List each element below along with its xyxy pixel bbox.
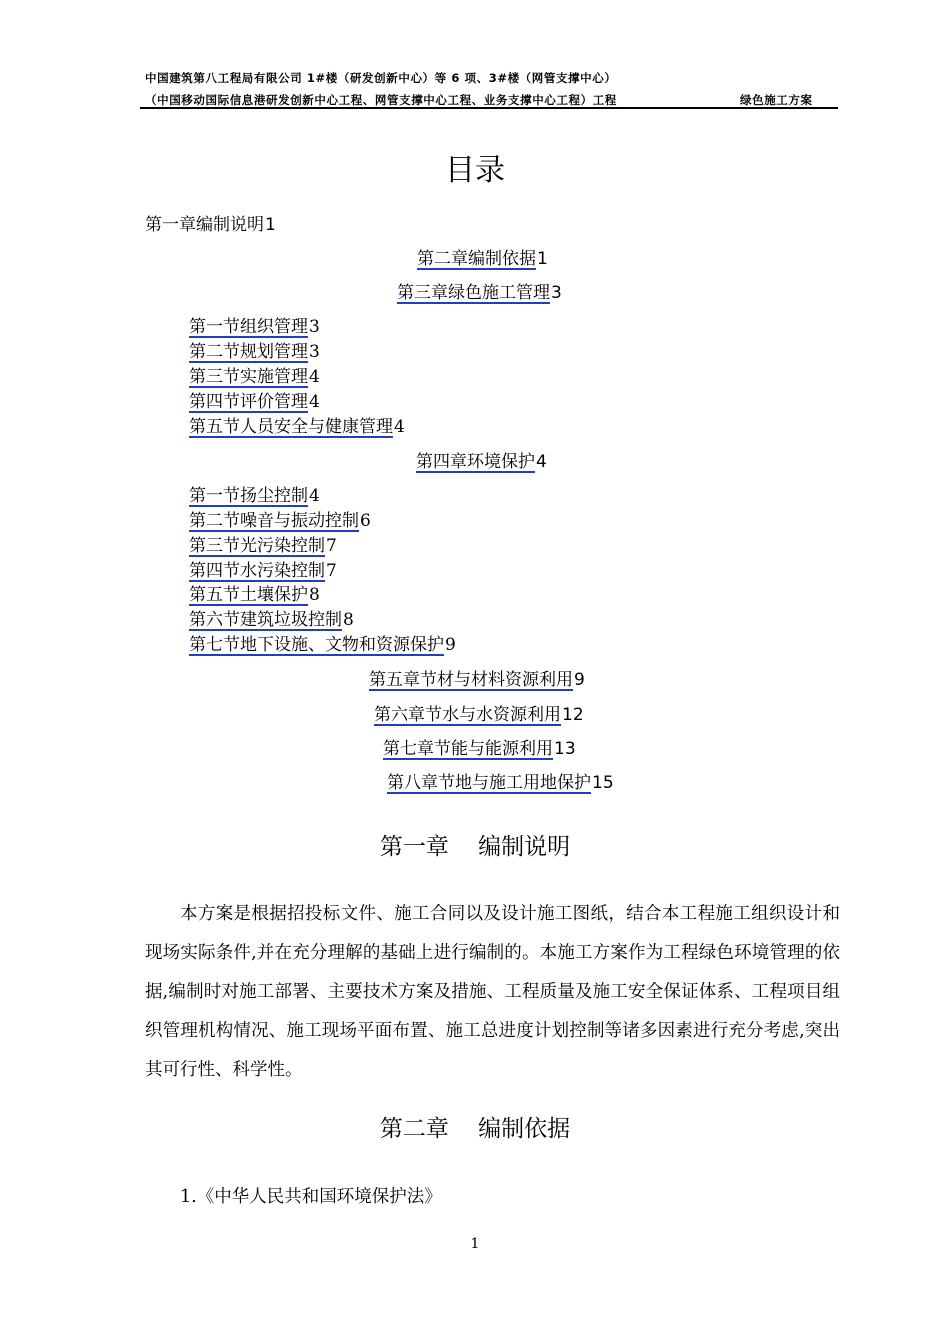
toc-entry-page: 9 [574,670,585,690]
toc-entry[interactable] [189,342,320,362]
toc-entry-page: 7 [326,561,337,581]
toc-entry-page: 1 [537,249,548,269]
toc-entry[interactable] [145,215,276,235]
toc-entry-label: 第三节实施管理 [189,367,308,387]
reference-list-item: 1.《中华人民共和国环境保护法》 [180,1187,442,1207]
toc-entry-label: 第三章绿色施工管理 [397,283,550,303]
toc-entry[interactable] [417,249,548,269]
toc-entry-label: 第一节组织管理 [189,317,308,337]
toc-entry-label: 第四章环境保护 [416,452,535,472]
toc-entry-page: 4 [309,367,320,387]
toc-entry[interactable] [189,536,337,556]
toc-entry-page: 1 [265,215,276,235]
toc-entry-label: 第七章节能与能源利用 [383,739,553,759]
toc-entry-label: 第二章编制依据 [417,249,536,269]
toc-entry[interactable] [387,773,614,793]
toc-entry[interactable] [189,610,354,630]
toc-entry[interactable] [189,392,320,412]
toc-entry[interactable] [369,670,585,690]
toc-entry[interactable] [189,486,320,506]
toc-entry-page: 4 [536,452,547,472]
toc-entry[interactable] [374,705,584,725]
toc-entry[interactable] [189,317,320,337]
toc-entry-page: 3 [309,317,320,337]
running-header-doc-type: 绿色施工方案 [740,93,813,107]
toc-entry[interactable] [383,739,576,759]
running-header-line2: （中国移动国际信息港研发创新中心工程、网管支撑中心工程、业务支撑中心工程）工程 [145,93,617,107]
toc-entry-label: 第六章节水与水资源利用 [374,705,561,725]
toc-title: 目录 [445,153,505,188]
body-paragraph: 本方案是根据招投标文件、施工合同以及设计施工图纸，结合本工程施工组织设计和现场实际条件,并在充分理解的基础上进行编制的。本施工方案作为工程绿色环境管理的依据,编制时对施工部署、主要技术方案及措施、工程质量及施工安全保证体系、工程项目组织管理机构情况、施工现场平面布置、施工总进度计划控制等诸多因素进行充分考虑,突出其可行性、科学性。 [145,904,840,1080]
toc-entry-page: 8 [343,610,354,630]
toc-entry[interactable] [189,561,337,581]
toc-entry-page: 12 [562,705,584,725]
toc-entry-label: 第四节水污染控制 [189,561,325,581]
toc-entry-label: 第七节地下设施、文物和资源保护 [189,635,444,655]
toc-entry-page: 9 [445,635,456,655]
toc-entry-page: 8 [309,585,320,605]
chapter-heading: 第二章 编制依据 [379,1116,571,1142]
toc-entry-page: 7 [326,536,337,556]
toc-entry-page: 4 [394,417,405,437]
toc-entry-page: 3 [309,342,320,362]
toc-entry[interactable] [189,417,405,437]
toc-entry-page: 4 [309,486,320,506]
toc-entry-label: 第一节扬尘控制 [189,486,308,506]
toc-entry-label: 第三节光污染控制 [189,536,325,556]
toc-entry-label: 第二节规划管理 [189,342,308,362]
toc-entry-label: 第五节土壤保护 [189,585,308,605]
toc-entry-label: 第四节评价管理 [189,392,308,412]
toc-entry[interactable] [397,283,562,303]
toc-entry-label: 第六节建筑垃圾控制 [189,610,342,630]
toc-entry-label: 第二节噪音与振动控制 [189,511,359,531]
toc-entry-page: 3 [551,283,562,303]
toc-entry[interactable] [189,511,371,531]
toc-entry-label: 第八章节地与施工用地保护 [387,773,591,793]
header-divider [140,107,838,109]
chapter-heading: 第一章 编制说明 [379,834,571,860]
toc-entry[interactable] [189,585,320,605]
toc-entry-label: 第五节人员安全与健康管理 [189,417,393,437]
page-number: 1 [470,1236,480,1252]
toc-entry[interactable] [189,367,320,387]
toc-entry[interactable] [416,452,547,472]
toc-entry-label: 第一章编制说明 [145,215,264,235]
toc-entry-label: 第五章节材与材料资源利用 [369,670,573,690]
toc-entry[interactable] [189,635,456,655]
toc-entry-page: 4 [309,392,320,412]
toc-entry-page: 13 [554,739,576,759]
toc-entry-page: 6 [360,511,371,531]
running-header-line1: 中国建筑第八工程局有限公司 1#楼（研发创新中心）等 6 项、3#楼（网管支撑中心） [145,71,617,85]
toc-entry-page: 15 [592,773,614,793]
